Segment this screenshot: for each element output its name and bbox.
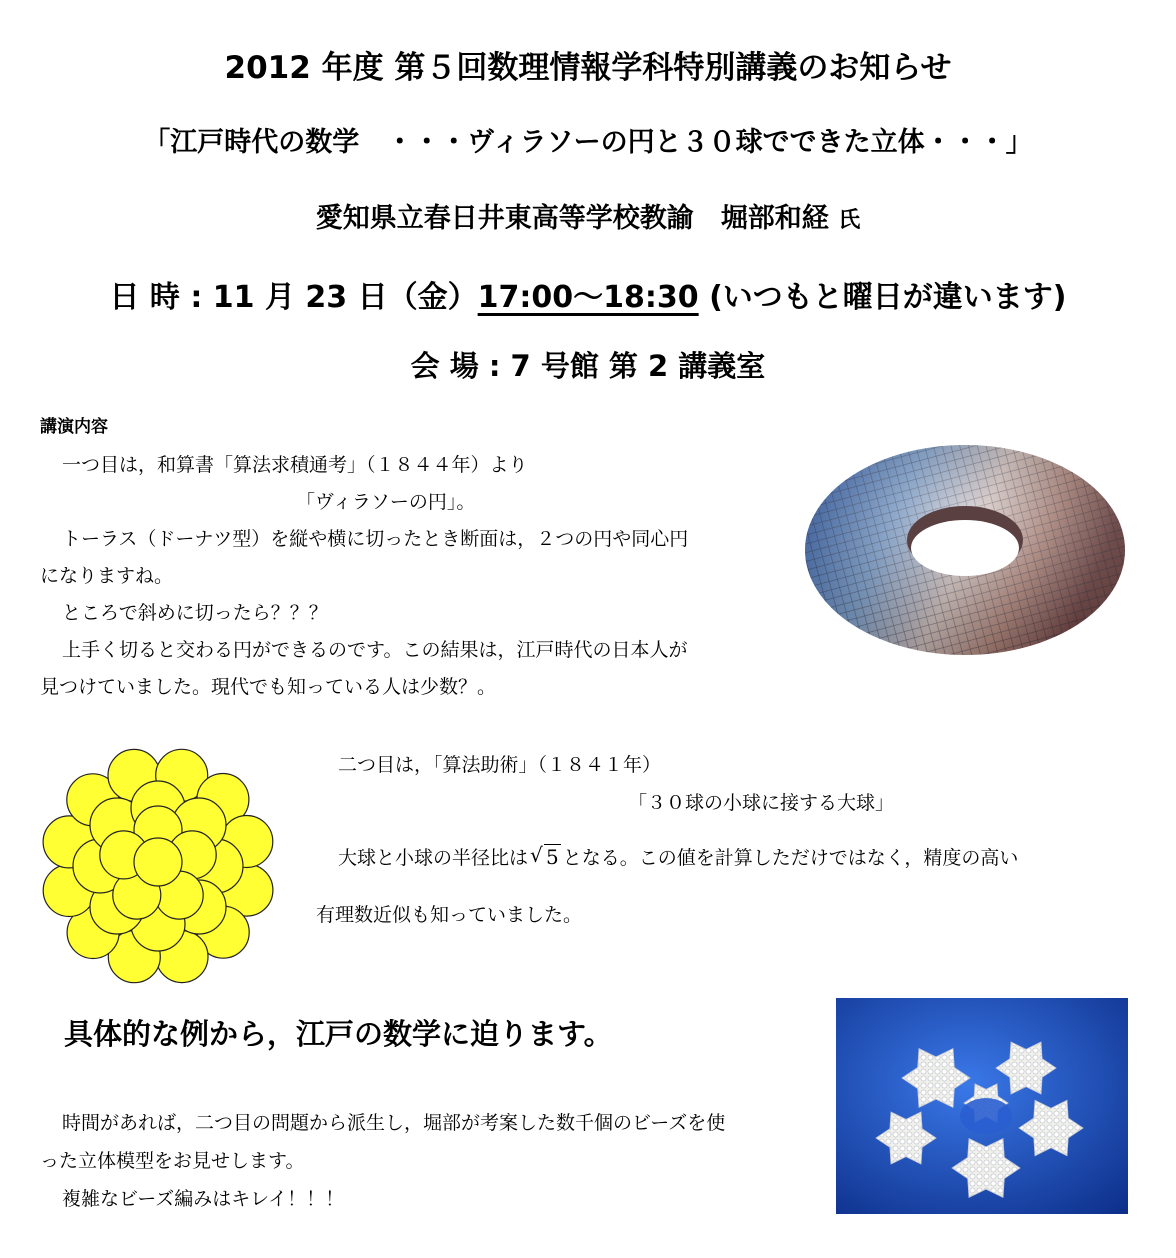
- lecture-subtitle: 「江戸時代の数学 ・・・ヴィラソーの円と３０球でできた立体・・・」: [143, 127, 1033, 158]
- speaker-line: [0, 196, 1176, 235]
- part1-line-1: 一つ目は，和算書「算法求積通考」（１８４４年）より: [62, 454, 528, 476]
- date-prefix: 日 時 : 11 月 23 日（金）: [109, 280, 478, 315]
- page-title: 2012 年度 第５回数理情報学科特別講義のお知らせ: [224, 50, 952, 86]
- closing-line-3: 複雑なビーズ編みはキレイ！！！: [62, 1188, 345, 1210]
- speaker-name: 愛知県立春日井東高等学校教諭 堀部和経: [315, 203, 829, 234]
- part1-line-6: 上手く切ると交わる円ができるのです。この結果は，江戸時代の日本人が: [62, 639, 688, 661]
- venue-line: 会 場 : 7 号館 第 2 講義室: [410, 349, 766, 383]
- part2-line-4: 有理数近似も知っていました。: [316, 904, 583, 926]
- ratio-text-after: となる。この値を計算しただけではなく，精度の高い: [562, 847, 1019, 869]
- part1-line-3: トーラス（ドーナツ型）を縦や横に切ったとき断面は，２つの円や同心円: [62, 528, 689, 550]
- part1-line-5: ところで斜めに切ったら？？？: [62, 602, 328, 624]
- date-line: [0, 272, 1176, 316]
- section-label: 講演内容: [40, 417, 108, 437]
- sqrt-radical-icon: √: [530, 843, 543, 867]
- closing-line-2: った立体模型をお見せします。: [40, 1150, 305, 1172]
- sqrt-value: 5: [546, 845, 559, 869]
- speaker-honorific: 氏: [838, 208, 861, 233]
- closing-line-1: 時間があれば，二つ目の問題から派生し，堀部が考案した数千個のビーズを使: [62, 1112, 726, 1134]
- date-note: (いつもと曜日が違います): [698, 280, 1067, 315]
- small-sphere: [134, 838, 182, 886]
- part1-line-4: になりますね。: [40, 565, 174, 587]
- part2-line-2: 「３０球の小球に接する大球」: [628, 792, 895, 814]
- thirty-spheres-image: [36, 742, 281, 992]
- sqrt-five: [530, 845, 561, 869]
- tagline: 具体的な例から，江戸の数学に迫ります。: [64, 1017, 613, 1051]
- part2-line-3: [338, 843, 1018, 870]
- bead-model-photo: [836, 998, 1128, 1214]
- torus-image: [800, 440, 1130, 670]
- ratio-text-before: 大球と小球の半径比は: [338, 847, 529, 869]
- part2-line-1: 二つ目は，「算法助術」（１８４１年）: [338, 754, 662, 776]
- date-time: 17:00～18:30: [477, 280, 699, 315]
- part1-line-7: 見つけていました。現代でも知っている人は少数？。: [40, 676, 497, 698]
- part1-line-2: 「ヴィラソーの円」。: [296, 491, 476, 513]
